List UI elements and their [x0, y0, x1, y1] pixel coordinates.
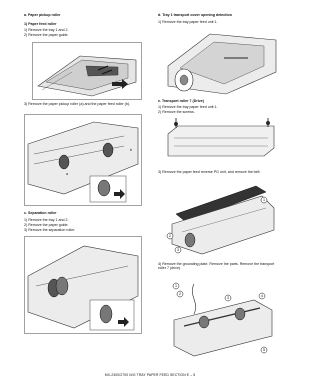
callout-e4-4: 4 — [261, 294, 263, 298]
section-a-step-2: 2) Remove the paper guide. — [24, 33, 69, 37]
section-c-title: c. Separation roller — [24, 211, 57, 215]
section-e-step-2: 2) Remove the screws. — [158, 110, 195, 114]
section-a-subtitle: 1) Paper feed roller — [24, 22, 57, 26]
callout-e4-1: 1 — [175, 284, 177, 288]
page-footer: MX-2300/2700 N/G TRAY PAPER FEED SECTION E – 5 — [104, 373, 196, 377]
callout-e4-3: 3 — [227, 296, 229, 300]
reverse-pg-unit-figure — [162, 178, 280, 256]
paper-guide-figure — [32, 42, 142, 100]
section-e-step-4: 4) Remove the grounding plate. Remove the parts. Remove the transport roller 7 (drive). — [158, 262, 275, 271]
screws-figure — [164, 118, 280, 164]
callout-a: a — [66, 172, 68, 176]
section-e-title: e. Transport roller 7 (Drive) — [158, 99, 204, 103]
separation-roller-figure — [24, 236, 142, 334]
callout-e3-3: 3 — [177, 248, 179, 252]
tray-feed-unit-figure — [164, 28, 280, 96]
section-d-step-1: 1) Remove the tray paper feed unit 1. — [158, 20, 218, 24]
section-d-title: d. Tray 1 transport cover opening detection — [158, 13, 232, 17]
section-a-step-3: 3) Remove the paper pickup roller (a) and the paper feed roller (b). — [24, 102, 131, 106]
callout-e3-2: 2 — [169, 234, 171, 238]
callout-e3-1: 1 — [263, 198, 265, 202]
section-a-title: a. Paper pickup roller — [24, 13, 61, 17]
section-a-step-1: 1) Remove the tray 1 and 2. — [24, 28, 69, 32]
section-e-step-3: 3) Remove the paper feed reverse PG unit, and remove the belt. — [158, 170, 261, 174]
callout-e4-2: 2 — [179, 292, 181, 296]
section-e-step-1: 1) Remove the tray paper feed unit 1. — [158, 105, 218, 109]
pickup-roller-figure — [24, 114, 142, 206]
section-c-step-2: 2) Remove the paper guide. — [24, 223, 69, 227]
callout-e4-5: 5 — [263, 348, 265, 352]
section-c-step-1: 1) Remove the tray 1 and 2. — [24, 218, 69, 222]
callout-b: b — [130, 148, 132, 152]
section-c-step-3: 3) Remove the separation roller. — [24, 228, 76, 232]
